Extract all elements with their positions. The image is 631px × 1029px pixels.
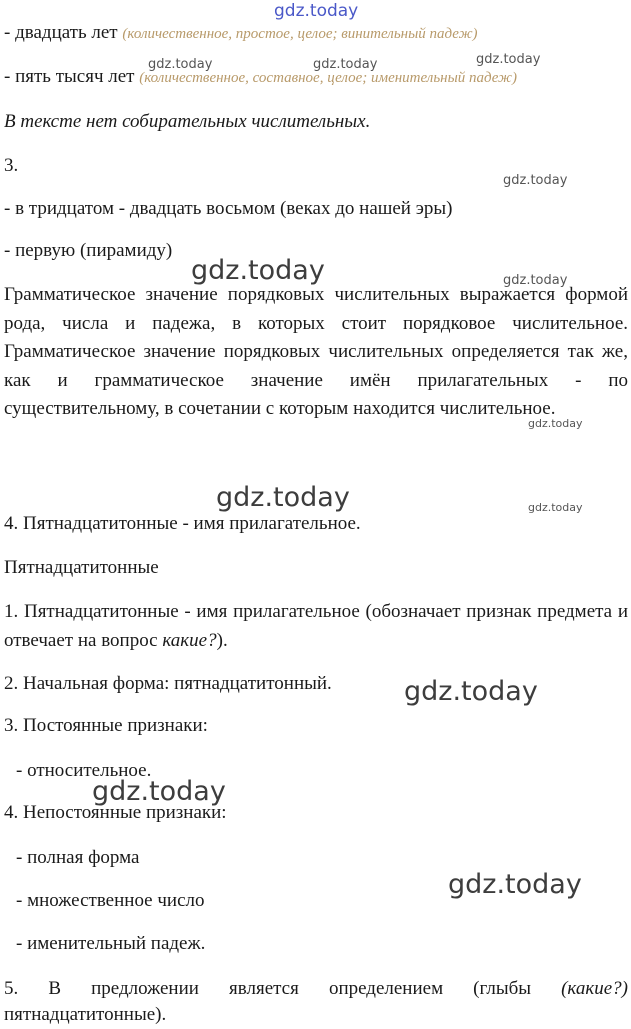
item-5-end: пятнадцатитонные). bbox=[4, 1004, 167, 1025]
line-twenty-years bbox=[4, 22, 478, 45]
watermark: gdz.today bbox=[92, 776, 226, 807]
item-4-heading: 4. Пятнадцатитонные - имя прилагательное. bbox=[4, 513, 361, 534]
line-text: - двадцать лет bbox=[4, 22, 123, 43]
item-4: 4. Непостоянные признаки: bbox=[4, 802, 227, 823]
watermark: gdz.today bbox=[216, 482, 350, 513]
item-2: 2. Начальная форма: пятнадцатитонный. bbox=[4, 673, 332, 694]
item-4a: - полная форма bbox=[16, 847, 140, 868]
watermark: gdz.today bbox=[148, 57, 213, 72]
grammar-note: (количественное, составное, целое; именительный падеж) bbox=[139, 70, 518, 86]
analyzed-word: Пятнадцатитонные bbox=[4, 557, 159, 578]
item-5-text: 5. В предложении является определением (глыбы bbox=[4, 978, 562, 999]
item-3: 3. Постоянные признаки: bbox=[4, 715, 208, 736]
watermark: gdz.today bbox=[191, 255, 325, 286]
watermark: gdz.today bbox=[313, 57, 378, 72]
item-1-question: какие? bbox=[162, 629, 217, 651]
item-1-end: ). bbox=[216, 629, 228, 651]
section-number-3: 3. bbox=[4, 155, 19, 176]
grammar-note: (количественное, простое, целое; винительный падеж) bbox=[122, 26, 478, 42]
item-1 bbox=[4, 598, 628, 655]
item-3a: - относительное. bbox=[16, 760, 152, 781]
watermark-top: gdz.today bbox=[274, 1, 359, 21]
watermark: gdz.today bbox=[503, 273, 568, 288]
item-5 bbox=[4, 976, 628, 1028]
item-4b: - множественное число bbox=[16, 890, 205, 911]
watermark: gdz.today bbox=[528, 501, 583, 514]
watermark: gdz.today bbox=[528, 417, 583, 430]
item-4c: - именительный падеж. bbox=[16, 933, 206, 954]
watermark: gdz.today bbox=[476, 52, 541, 67]
line-five-thousand-years bbox=[4, 66, 517, 89]
watermark: gdz.today bbox=[448, 869, 582, 900]
item-5-question: (какие?) bbox=[561, 978, 628, 999]
line-text: - пять тысяч лет bbox=[4, 66, 140, 87]
watermark: gdz.today bbox=[404, 676, 538, 707]
grammar-paragraph: Грамматическое значение порядковых числительных выражается формой рода, числа и падежа, в которых стоит порядковое числительное. Грамматическое значение порядковых числительных определяется так же, как и грамматическое значение имён прилагательных - по существительному, в сочетании с которым находится числительное. bbox=[4, 284, 628, 419]
no-collective-note: В тексте нет собирательных числительных. bbox=[4, 111, 371, 132]
line-first: - первую (пирамиду) bbox=[4, 240, 173, 261]
line-thirtieth: - в тридцатом - двадцать восьмом (веках до нашей эры) bbox=[4, 198, 453, 219]
item-1-text: 1. Пятнадцатитонные - имя прилагательное (обозначает признак предмета и отвечает на вопрос bbox=[4, 601, 628, 651]
watermark: gdz.today bbox=[503, 173, 568, 188]
